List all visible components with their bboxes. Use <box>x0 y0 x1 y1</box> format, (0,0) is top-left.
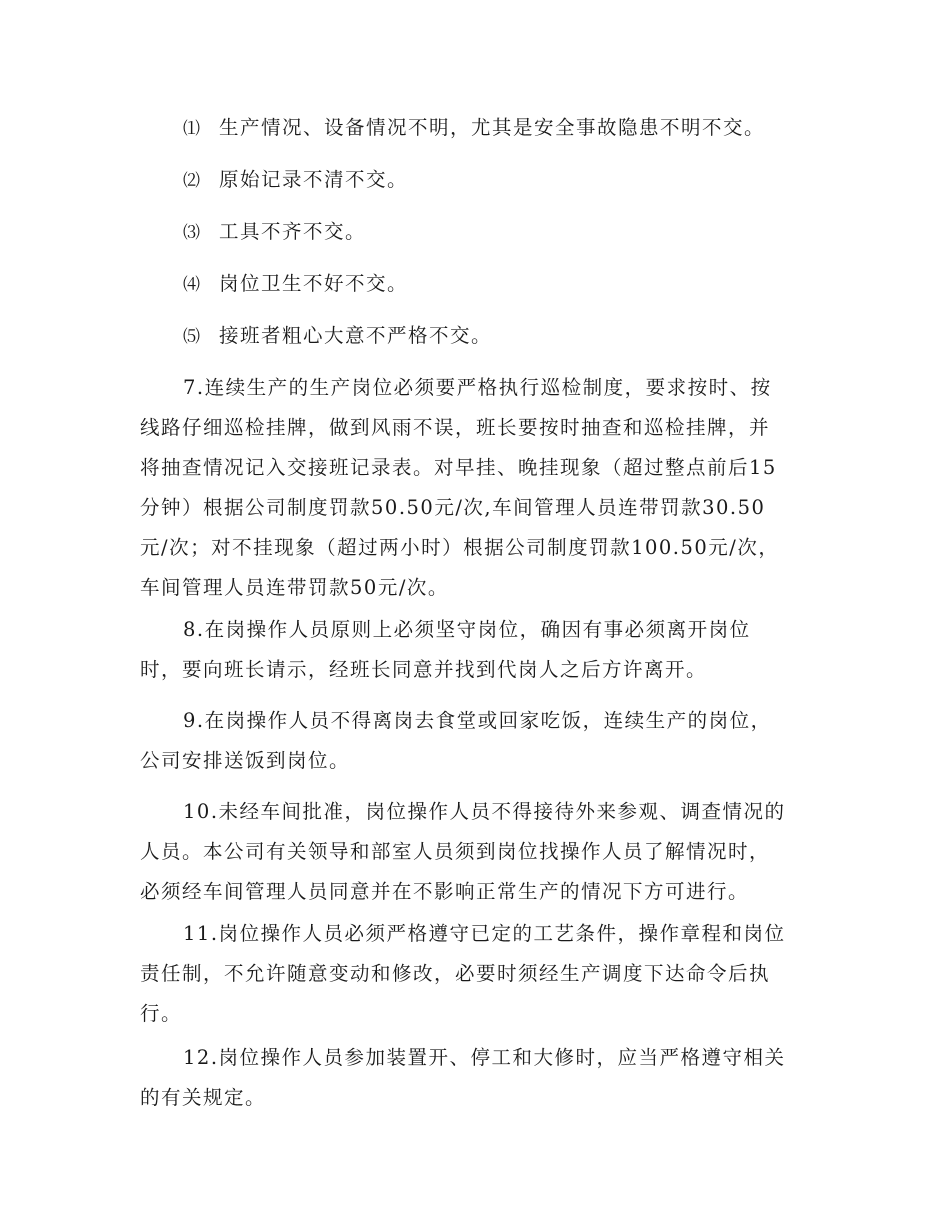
list-item-3 <box>183 219 366 246</box>
list-number: ⑷ <box>183 275 200 295</box>
paragraph-line: 责任制，不允许随意变动和修改，必要时须经生产调度下达命令后执 <box>140 962 771 985</box>
paragraph-10 <box>140 792 812 912</box>
paragraph-line: 人员。本公司有关领导和部室人员须到岗位找操作人员了解情况时， <box>140 840 771 863</box>
list-item-5 <box>183 323 492 350</box>
paragraph-11 <box>140 914 812 1034</box>
list-number: ⑶ <box>183 223 200 243</box>
paragraph-8 <box>140 610 812 690</box>
list-text: 生产情况、设备情况不明，尤其是安全事故隐患不明不交。 <box>219 116 766 139</box>
list-item-1 <box>183 115 765 142</box>
list-text: 工具不齐不交。 <box>219 220 367 243</box>
paragraph-line: 公司安排送饭到岗位。 <box>140 749 351 772</box>
paragraph-line: 车间管理人员连带罚款50元/次。 <box>140 576 449 599</box>
paragraph-line: 8.在岗操作人员原则上必须坚守岗位，确因有事必须离开岗位 <box>183 618 751 641</box>
paragraph-line: 必须经车间管理人员同意并在不影响正常生产的情况下方可进行。 <box>140 880 750 903</box>
list-text: 原始记录不清不交。 <box>219 168 409 191</box>
list-item-4 <box>183 271 408 298</box>
list-item-2 <box>183 167 408 194</box>
paragraph-line: 元/次；对不挂现象（超过两小时）根据公司制度罚款100.50元/次， <box>140 536 780 559</box>
paragraph-12 <box>140 1038 812 1118</box>
paragraph-9 <box>140 701 812 781</box>
paragraph-line: 11.岗位操作人员必须严格遵守已定的工艺条件，操作章程和岗位 <box>183 922 786 945</box>
paragraph-line: 7.连续生产的生产岗位必须要严格执行巡检制度，要求按时、按 <box>183 376 772 399</box>
paragraph-line: 9.在岗操作人员不得离岗去食堂或回家吃饭，连续生产的岗位， <box>183 709 772 732</box>
paragraph-line: 线路仔细巡检挂牌，做到风雨不误，班长要按时抽查和巡检挂牌，并 <box>140 416 771 439</box>
list-text: 岗位卫生不好不交。 <box>219 272 409 295</box>
paragraph-line: 10.未经车间批准，岗位操作人员不得接待外来参观、调查情况的 <box>183 800 786 823</box>
paragraph-line: 行。 <box>140 1002 183 1025</box>
paragraph-7 <box>140 368 812 608</box>
list-number: ⑴ <box>183 119 200 139</box>
paragraph-line: 12.岗位操作人员参加装置开、停工和大修时，应当严格遵守相关 <box>183 1046 786 1069</box>
paragraph-line: 分钟）根据公司制度罚款50.50元/次,车间管理人员连带罚款30.50 <box>140 496 766 519</box>
list-text: 接班者粗心大意不严格不交。 <box>219 324 493 347</box>
paragraph-line: 将抽查情况记入交接班记录表。对早挂、晚挂现象（超过整点前后15 <box>140 456 777 479</box>
paragraph-line: 时，要向班长请示，经班长同意并找到代岗人之后方许离开。 <box>140 658 708 681</box>
list-number: ⑸ <box>183 327 200 347</box>
list-number: ⑵ <box>183 171 200 191</box>
paragraph-line: 的有关规定。 <box>140 1086 267 1109</box>
